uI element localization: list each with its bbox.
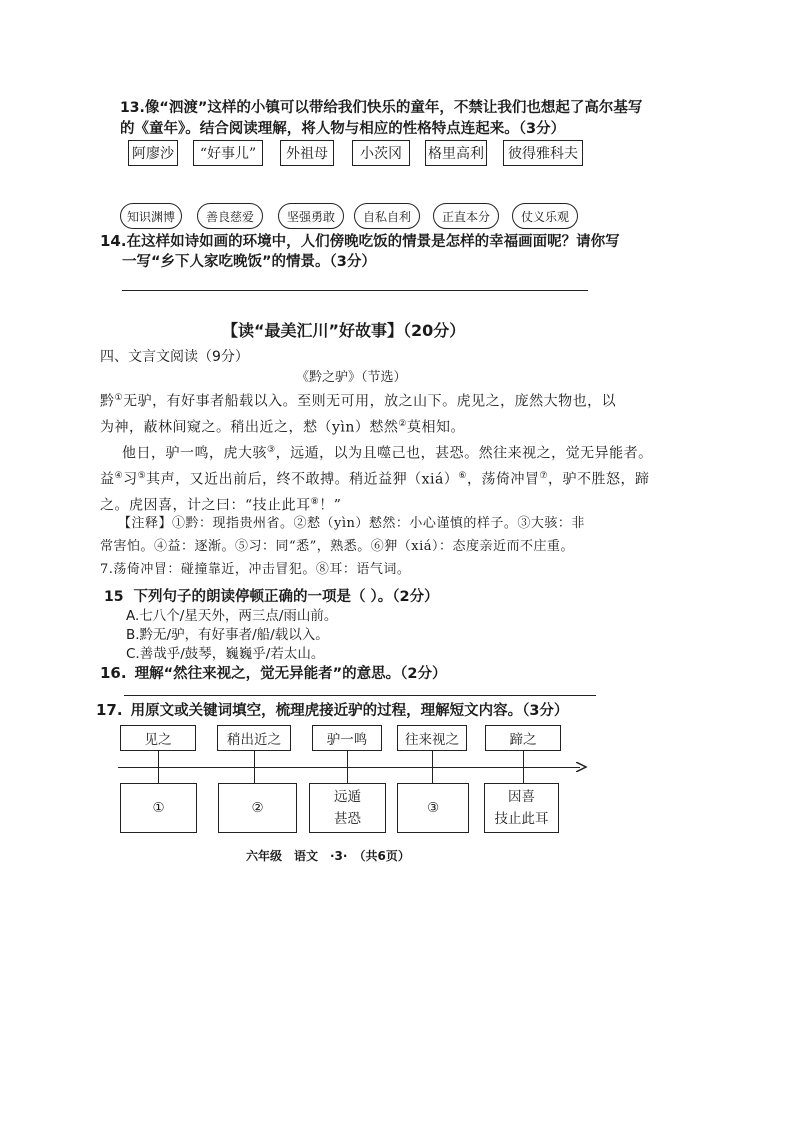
trait-oval-2[interactable]: 善良慈爱 xyxy=(197,203,263,229)
q17-number: 17. xyxy=(96,701,123,719)
connector-5 xyxy=(523,751,524,783)
passage-text: 习 xyxy=(123,471,138,488)
answer-box-label: ① xyxy=(152,800,165,816)
q15-stem: 下列句子的朗读停顿正确的一项是（ ）。（2分） xyxy=(133,589,439,605)
character-box-3[interactable]: 外祖母 xyxy=(280,140,334,166)
connector-3 xyxy=(347,751,348,783)
trait-oval-1[interactable]: 知识渊博 xyxy=(120,203,182,229)
flow-top-box-1: 见之 xyxy=(120,725,196,751)
character-box-6[interactable]: 彼得雅科夫 xyxy=(503,140,583,166)
passage-text: 无驴，有好事者船载以入。至则无可用，放之山下。虎见之，庞然大物也，以 xyxy=(123,393,617,410)
passage-text: ，远遁，以为且噬己也，甚恐。然往来视之，觉无异能者。 xyxy=(275,445,653,462)
q17-stem: 用原文或关键词填空，梳理虎接近驴的过程，理解短文内容。（3分） xyxy=(130,703,569,719)
note-line1: 【注释】①黔：现指贵州省。②慭（yìn）慭然：小心谨慎的样子。③大骇：非 xyxy=(118,516,585,531)
passage-text: 之。虎因喜，计之曰：“技止此耳 xyxy=(100,497,311,514)
q14-stem-line2: 一写“乡下人家吃晚饭”的情景。（3分） xyxy=(122,254,376,270)
answer-box-5 xyxy=(484,783,559,833)
q15-option-c[interactable]: C.善哉乎/鼓琴，巍巍乎/若太山。 xyxy=(126,646,325,662)
timeline xyxy=(118,767,580,768)
flow-top-box-5: 蹄之 xyxy=(485,725,561,751)
flow-top-box-3: 驴一鸣 xyxy=(312,725,382,751)
note-line2: 常害怕。④益：逐渐。⑤习：同“悉”，熟悉。⑥狎（xiá）：态度亲近而不庄重。 xyxy=(100,539,575,554)
q14-stem-line1: 在这样如诗如画的环境中，人们傍晚吃饭的情景是怎样的幸福画面呢？请你写 xyxy=(126,234,620,250)
passage-text: 他日，驴一鸣，虎大骇 xyxy=(122,445,267,462)
trait-oval-5[interactable]: 正直本分 xyxy=(433,203,499,229)
q13-number: 13. xyxy=(120,100,145,116)
passage-text: ，荡倚冲冒 xyxy=(466,471,540,488)
footnote-marker: ② xyxy=(398,419,407,429)
q13-stem-line2: 的《童年》。结合阅读理解，将人物与相应的性格特点连起来。（3分） xyxy=(120,121,566,137)
character-box-1[interactable]: 阿廖沙 xyxy=(128,140,178,166)
q15-number: 15 xyxy=(104,589,124,605)
flow-top-box-2: 稍出近之 xyxy=(217,725,291,751)
section-title: 【读“最美汇川”好故事】（20分） xyxy=(222,321,466,340)
q14-line1 xyxy=(100,231,740,253)
character-box-5[interactable]: 格里高利 xyxy=(425,140,487,166)
answer-box-4[interactable] xyxy=(397,783,469,833)
footnote-marker: ④ xyxy=(114,471,124,481)
trait-oval-4[interactable]: 自私自利 xyxy=(354,203,420,229)
q16-number: 16. xyxy=(100,664,127,682)
passage-text: ！” xyxy=(319,497,342,514)
answer-box-1[interactable] xyxy=(120,783,197,833)
connector-2 xyxy=(254,751,255,783)
answer-box-label: ② xyxy=(251,800,264,816)
q13-line1 xyxy=(120,98,720,119)
q16-stem: 理解“然往来视之，觉无异能者”的意思。（2分） xyxy=(134,666,447,682)
passage-text: 为神，蔽林间窥之。稍出近之，慭（yìn）慭然 xyxy=(100,419,399,436)
page-footer: 六年级 语文 ·3· （共6页） xyxy=(246,849,410,863)
connector-4 xyxy=(432,751,433,783)
q13-stem-line1: 像“泗渡”这样的小镇可以带给我们快乐的童年，不禁让我们也想起了高尔基写 xyxy=(144,100,643,116)
passage-text: 黔 xyxy=(100,393,115,410)
footnote-marker: ⑦ xyxy=(539,471,549,481)
q15-option-b[interactable]: B.黔无/驴，有好事者/船/载以入。 xyxy=(126,627,329,643)
answer-box-3 xyxy=(309,783,386,833)
trait-oval-3[interactable]: 坚强勇敢 xyxy=(278,203,344,229)
flow-top-box-4: 往来视之 xyxy=(397,725,467,751)
character-box-2[interactable]: “好事儿” xyxy=(193,140,263,166)
footnote-marker: ③ xyxy=(267,445,276,455)
answer-box-label: 技止此耳 xyxy=(494,811,549,827)
footnote-marker: ① xyxy=(114,393,124,403)
answer-box-label: ③ xyxy=(426,800,440,816)
q14-number: 14. xyxy=(100,232,127,250)
note-line3: 7.荡倚冲冒：碰撞靠近，冲击冒犯。⑧耳：语气词。 xyxy=(100,562,411,577)
q15-line xyxy=(104,587,664,608)
answer-box-2[interactable] xyxy=(218,783,297,833)
answer-box-label: 远遁 xyxy=(334,789,361,805)
trait-oval-6[interactable]: 仗义乐观 xyxy=(512,203,578,229)
passage-text: 莫相知。 xyxy=(406,419,465,436)
footnote-marker: ⑧ xyxy=(310,497,320,507)
passage-text: ，驴不胜怒，蹄 xyxy=(548,471,650,488)
connector-1 xyxy=(158,751,159,783)
answer-box-label: 甚恐 xyxy=(334,811,361,827)
passage-text: 益 xyxy=(100,471,115,488)
q14-answer-line[interactable] xyxy=(122,290,588,291)
footnote-marker: ⑤ xyxy=(137,471,147,481)
q15-option-a[interactable]: A.七八个/星天外，两三点/雨山前。 xyxy=(126,608,338,624)
q16-answer-line[interactable] xyxy=(124,695,596,696)
footnote-marker: ⑥ xyxy=(458,471,467,481)
passage-title: 《黔之驴》（节选） xyxy=(296,370,407,385)
answer-box-label: 因喜 xyxy=(508,789,535,805)
q16-line xyxy=(100,663,660,685)
part4-heading: 四、文言文阅读（9分） xyxy=(100,349,249,365)
passage-text: 其声，又近出前后，终不敢搏。稍近益狎（xiá） xyxy=(146,471,459,488)
q17-line xyxy=(96,700,696,722)
timeline-arrow-icon xyxy=(576,762,588,772)
character-box-4[interactable]: 小茨冈 xyxy=(352,140,410,166)
